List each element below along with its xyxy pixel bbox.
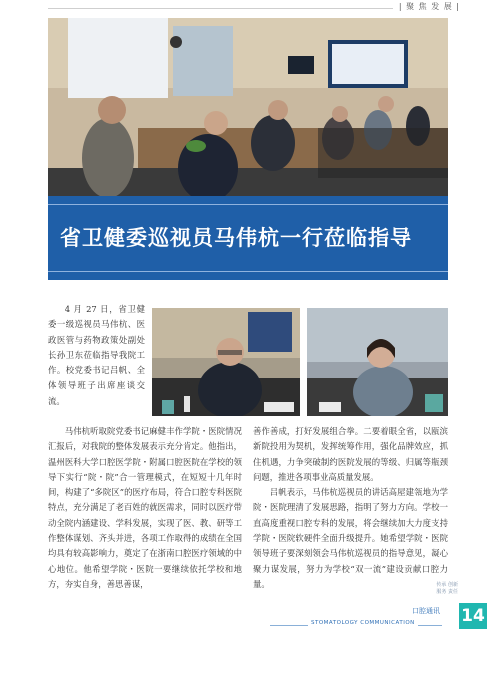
paragraph-2: 善作善成，打好发展组合拳。二要着眼全省，以瓯滨新院投用为契机，发挥统筹作用，强化品牌效应，抓住机遇，力争突破制约医院发展的等级、归属等瓶颈问题，推进各项事业高质量发展。 xyxy=(253,426,448,482)
title-band xyxy=(48,196,448,280)
paragraph-3: 吕帆表示，马伟杭巡视员的讲话高屋建瓴地为学院・医院理清了发展思路，指明了努力方向。学校一直高度重视口腔专科的发展，将会继续加大力度支持学院・医院软硬件全面升级提升。她希望学院・医院领导班子要深刻领会马伟杭巡视员的指导意见，凝心聚力谋发展，努力为学校“双一流”建设贡献口腔力量。 xyxy=(253,487,448,589)
article-title: 省卫健委巡视员马伟杭一行莅临指导 xyxy=(60,226,412,250)
section-tag: | 聚 焦 发 展 | xyxy=(393,1,460,12)
paragraph-1: 马伟杭听取院党委书记麻健丰作学院・医院情况汇报后，对我院的整体发展表示充分肯定。他指出，温州医科大学口腔医学院・附属口腔医院在学校的领导下实行“院・院”合一管理模式，在短短十几年时间，构建了“多院区”的医疗布局，符合口腔专科医院特点，充分满足了老百姓的就医需求，同时以医疗带动全院内涵建设、学科发展，实现了医、教、研等工作整体谋划、齐头并进，各项工作取得的成绩在全国均具有较高影响力，奠定了在浙南口腔医疗领域的中心地位。他希望学院・医院一要继续依托学校和地方，夯实自身，善思善谋， xyxy=(48,426,242,589)
intro-paragraph: 4 月 27 日，省卫健委一级巡视员马伟杭、医政医管与药物政策处副处长孙卫东莅临指导我院工作。校党委书记吕帆、全体领导班子出席座谈交流。 xyxy=(48,304,145,406)
column-right-text xyxy=(253,424,448,592)
title-rule-top xyxy=(48,204,448,205)
intro-text xyxy=(48,302,145,409)
motto-line-2: 服务 责任 xyxy=(436,589,458,595)
title-rule-bottom xyxy=(48,271,448,272)
column-left-text xyxy=(48,424,242,592)
party-secretary-speaking-photo xyxy=(307,308,448,416)
official-speaking-photo xyxy=(152,308,300,416)
footer-brand-english: STOMATOLOGY COMMUNICATION xyxy=(308,620,418,626)
motto-line-1: 传承 创新 xyxy=(436,582,458,588)
footer-brand: 口腔通讯 xyxy=(412,607,440,615)
meeting-photo xyxy=(48,18,448,198)
footer-motto xyxy=(430,582,458,596)
page-number: 14 xyxy=(459,603,487,629)
